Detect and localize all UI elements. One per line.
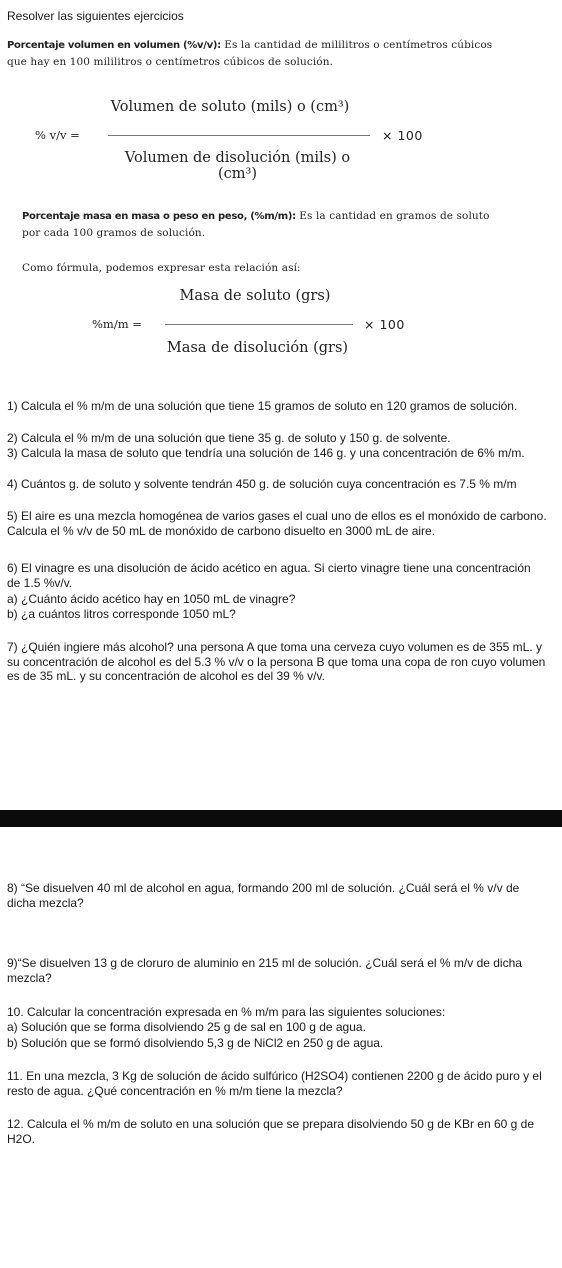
formula-mm-denominator: Masa de disolución (grs) [166,340,349,356]
formula-vv-label: % v/v = [35,128,80,142]
exercise-1: 1) Calcula el % m/m de una solución que tiene 15 gramos de soluto en 120 gramos de solución. [7,399,518,413]
exercise-8: 8) “Se disuelven 40 ml de alcohol en agua, formando 200 ml de solución. ¿Cuál será el % v/v de dicha mezcla? [7,881,520,910]
formula-vv [0,95,562,182]
exercise-11: 11. En una mezcla, 3 Kg de solución de ácido sulfúrico (H2SO4) contienen 2200 g de ácido puro y el resto de agua. ¿Qué concentración en % m/m tiene la mezcla? [7,1069,542,1098]
exercise-6b: b) ¿a cuántos litros corresponde 1050 mL? [7,607,236,621]
definition-vv-text-1: Es la cantidad de mililitros o centímetros cúbicos [220,39,493,51]
formula-vv-denominator: Volumen de disolución (mils) o (cm³) [124,150,351,182]
definition-mm [22,208,557,242]
formula-vv-fraction-line [108,135,370,136]
definition-mm-term: Porcentaje masa en masa o peso en peso, (%m/m): [22,211,296,222]
exercise-10: 10. Calcular la concentración expresada en % m/m para las siguientes soluciones: [7,1005,446,1019]
exercise-3: 3) Calcula la masa de soluto que tendría una solución de 146 g. y una concentración de 6% m/m. [7,446,525,460]
exercise-9: 9)“Se disuelven 13 g de cloruro de aluminio en 215 ml de solución. ¿Cuál será el % m/v de dicha mezcla? [7,956,522,985]
exercise-4: 4) Cuántos g. de soluto y solvente tendrán 450 g. de solución cuya concentración es 7.5 % m/m [7,477,517,491]
formula-vv-factor: × 100 [382,128,423,143]
formula-mm [0,285,562,365]
definition-mm-text-2: por cada 100 gramos de solución. [22,227,206,239]
definition-vv-text-2: que hay en 100 mililitros o centímetros cúbicos de solución. [7,56,334,68]
exercise-6: 6) El vinagre es una disolución de ácido acético en agua. Si cierto vinagre tiene una concentración de 1.5 %v/v. [7,561,531,590]
exercise-12: 12. Calcula el % m/m de soluto en una solución que se prepara disolviendo 50 g de KBr en 60 g de H2O. [7,1117,535,1146]
exercise-5: 5) El aire es una mezcla homogénea de varios gases el cual uno de ellos es el monóxido de carbono. Calcula el % v/v de 50 mL de monóxido de carbono disuelto en 3000 mL de aire. [7,509,547,538]
exercise-10b: b) Solución que se formó disolviendo 5,3 g de NiCl2 en 250 g de agua. [7,1036,384,1050]
exercise-10a: a) Solución que se forma disolviendo 25 g de sal en 100 g de agua. [7,1020,366,1034]
formula-mm-label: %m/m = [92,317,142,331]
definition-mm-text-1: Es la cantidad en gramos de soluto [295,210,490,222]
exercise-2: 2) Calcula el % m/m de una solución que tiene 35 g. de soluto y 150 g. de solvente. [7,431,451,445]
definition-vv [7,37,557,71]
definition-vv-term: Porcentaje volumen en volumen (%v/v): [7,40,221,51]
formula-mm-fraction-line [165,324,353,325]
page-separator-band [0,810,562,827]
formula-mm-numerator: Masa de soluto (grs) [179,288,331,304]
page-title: Resolver las siguientes ejercicios [7,9,184,23]
formula-mm-factor: × 100 [364,317,405,332]
formula-vv-numerator: Volumen de soluto (mils) o (cm³) [110,99,350,115]
exercise-7: 7) ¿Quién ingiere más alcohol? una persona A que toma una cerveza cuyo volumen es de 355 mL. y su concentración de alcohol es del 5.3 % v/v o la persona B que toma una copa de ron cuyo volumen es de 35 mL. y su concentración de alcohol es del 39 % v/v. [7,640,546,683]
formula-intro: Como fórmula, podemos expresar esta relación así: [22,262,301,274]
exercise-6a: a) ¿Cuánto ácido acético hay en 1050 mL de vinagre? [7,592,296,606]
